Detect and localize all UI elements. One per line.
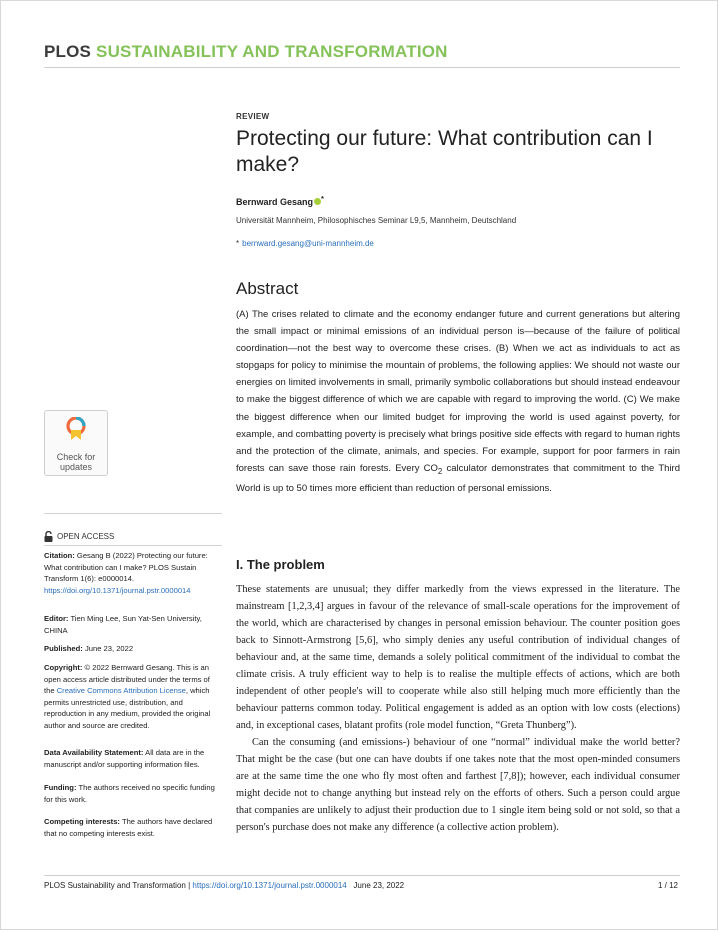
abstract-heading: Abstract <box>236 279 299 298</box>
copyright-block <box>44 662 222 731</box>
abstract-text-part2: calculator demonstrates that commitment to the Third World is up to 50 times more efficient than reduction of personal emissions. <box>236 462 680 494</box>
sidebar-divider <box>44 545 222 546</box>
author-name[interactable]: Bernward Gesang <box>236 197 314 207</box>
header-divider <box>44 67 680 68</box>
editor-label: Editor: <box>44 614 69 623</box>
citation-block <box>44 550 222 596</box>
editor-text: Tien Ming Lee, Sun Yat-Sen University, CHINA <box>44 614 202 635</box>
body-paragraph-2: Can the consuming (and emissions-) behaviour of one “normal” individual make the world better? That might be the case (but one can have doubts if one takes note that the most open-minded consumers are at the same time the one who fly most often and farthest [7,8]); however, each individual consumer might decide not to change anything but instead rely on the efforts of others. Such a person could argue that companies are unlikely to adjust their production due to 1 single item being sold or not sold, so that a person's purchase does not make any difference (a collective action problem). <box>236 737 680 833</box>
article-type: REVIEW <box>236 112 270 121</box>
published-date: June 23, 2022 <box>84 644 134 653</box>
author-affiliation: Universität Mannheim, Philosophisches Seminar L9,5, Mannheim, Deutschland <box>236 216 517 225</box>
footer-doi-link[interactable]: https://doi.org/10.1371/journal.pstr.0000014 <box>192 881 347 890</box>
copyright-text: © 2022 Bernward Gesang. This is an open access article distributed under the terms of the <box>44 663 210 695</box>
section-heading: I. The problem <box>236 557 325 572</box>
data-availability-text: All data are in the manuscript and/or supporting information files. <box>44 748 205 769</box>
journal-name: SUSTAINABILITY AND TRANSFORMATION <box>96 42 448 61</box>
competing-interests-text: The authors have declared that no competing interests exist. <box>44 817 213 838</box>
check-for-updates-badge[interactable] <box>44 410 108 476</box>
footer-journal: PLOS Sustainability and Transformation <box>44 881 186 890</box>
open-access-text: OPEN ACCESS <box>57 532 115 541</box>
footer-separator: | <box>188 881 191 890</box>
competing-interests-block <box>44 816 222 839</box>
open-access-label <box>44 531 114 542</box>
open-lock-icon <box>44 531 53 542</box>
footer-divider <box>44 875 680 876</box>
published-label: Published: <box>44 644 83 653</box>
badge-label <box>45 452 107 472</box>
editor-block <box>44 613 222 636</box>
funding-block <box>44 782 222 805</box>
check-for-updates-icon <box>66 417 86 441</box>
citation-label: Citation: <box>44 551 75 560</box>
author-email-marker: * <box>321 194 324 203</box>
citation-doi-link[interactable]: https://doi.org/10.1371/journal.pstr.0000014 <box>44 585 191 595</box>
competing-interests-label: Competing interests: <box>44 817 120 826</box>
data-availability-label: Data Availability Statement: <box>44 748 144 757</box>
funding-label: Funding: <box>44 783 77 792</box>
article-title: Protecting our future: What contribution can I make? <box>236 127 653 176</box>
orcid-icon[interactable] <box>314 198 321 205</box>
sidebar-divider <box>44 513 222 514</box>
abstract-text <box>236 306 680 497</box>
email-marker: * <box>236 239 240 248</box>
page-number: 1 / 12 <box>657 881 678 890</box>
footer-date: June 23, 2022 <box>353 881 405 890</box>
badge-label-line2: updates <box>59 462 93 472</box>
journal-header <box>44 42 448 62</box>
copyright-label: Copyright: <box>44 663 83 672</box>
journal-publisher: PLOS <box>44 42 92 61</box>
author-line <box>236 194 324 207</box>
abstract-text-part1: (A) The crises related to climate and the economy endanger future and current generations but altering the small impact or minimal emissions of an individual person is—because of the failure of political coordination—not the best way to overcome these crises. (B) When we act as individuals to act as stopgaps for policy to minimise the mountain of problems, the following applies: We should not waste our energies on limited involvements in small, primarily symbolic collaborations but should instead endeavour to make the biggest difference of which we are capable with regard to improving the world. (C) We make the biggest difference when our limited budget for improving the world is used against poverty, for example, and combatting poverty is precisely what brings positive side effects with regard to human rights and the protection of the climate, animals, and species. For example, support for poor farmers in rain forests can save those rain forests. Every CO <box>236 309 680 474</box>
corresponding-email <box>236 239 374 248</box>
badge-label-line1: Check for <box>56 452 96 462</box>
funding-text: The authors received no specific funding for this work. <box>44 783 215 804</box>
page-footer <box>44 881 404 890</box>
copyright-text-end: , which permits unrestricted use, distribution, and reproduction in any medium, provided the original author and source are credited. <box>44 686 211 730</box>
body-paragraph-1: These statements are unusual; they differ markedly from the views expressed in the literature. The mainstream [1,2,3,4] argues in favour of the relevance of small-scale operations for the improvement of the world, which are characterised by changes in personal emission behaviour. The counter position goes back to Sinnott-Armstrong [5,6], who simply denies any useful contribution of individual changes of behaviour and, at the same time, demands a solely political commitment of the individual to combat the climate crisis. A truly efficient way to help is to realise the multiple effects of actions, which are both independent of other people's will to cooperate while also still helping much more efficiently than the behaviour patterns common today. Political engagement is added as an option with low costs (elections) and, in exceptional cases, blatant profits (role model function, “Greta Thunberg”). <box>236 584 680 731</box>
published-block <box>44 643 222 655</box>
data-availability-block <box>44 747 222 770</box>
email-link[interactable]: bernward.gesang@uni-mannheim.de <box>242 239 374 248</box>
license-link[interactable]: Creative Commons Attribution License <box>56 686 186 695</box>
citation-text: Gesang B (2022) Protecting our future: What contribution can I make? PLOS Sustain Transform 1(6): e0000014. <box>44 551 208 583</box>
co2-subscript: 2 <box>437 466 443 476</box>
